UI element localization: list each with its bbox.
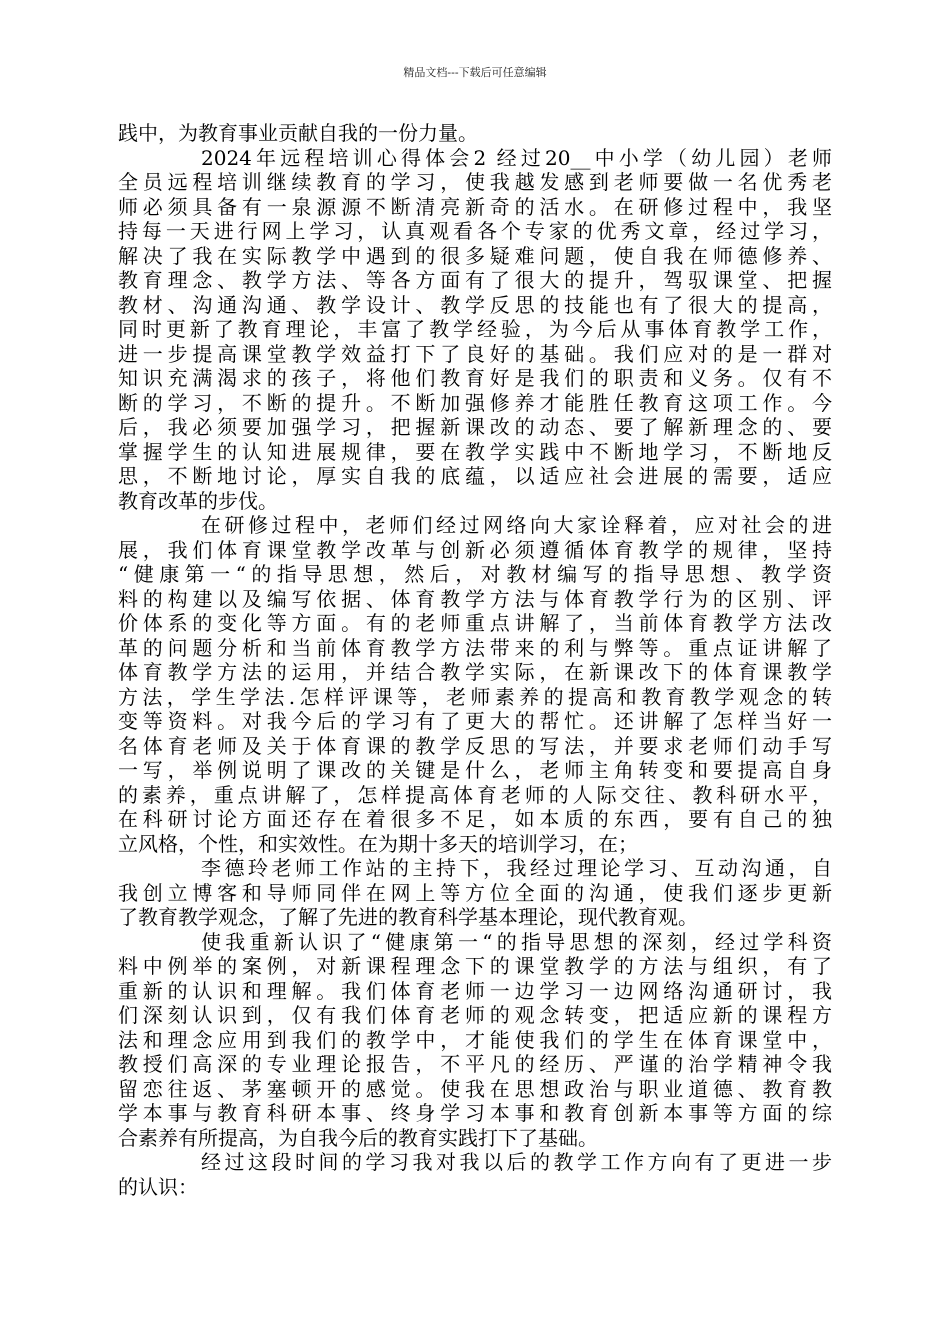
text-line: 料的构建以及编写依据、体育教学方法与体育教学行为的区别、评	[118, 586, 832, 611]
text-line: 了教育教学观念，了解了先进的教育科学基本理论，现代教育观。	[118, 905, 698, 929]
document-body	[118, 121, 832, 1199]
text-line: 的素养，重点讲解了，怎样提高体育老师的人际交往、教科研水平，	[118, 782, 832, 807]
paragraph	[118, 1150, 832, 1199]
text-line: 使我重新认识了“健康第一“的指导思想的深刻，经过学科资	[201, 929, 832, 954]
text-line: 留恋往返、茅塞顿开的感觉。使我在思想政治与职业道德、教育教	[118, 1076, 832, 1101]
paragraph	[118, 513, 832, 856]
text-line: 掌握学生的认知进展规律，要在教学实践中不断地学习，不断地反	[118, 439, 832, 464]
text-line: 教育改革的步伐。	[118, 488, 278, 513]
text-line: 价体系的变化等方面。有的老师重点讲解了，当前体育教学方法改	[118, 611, 832, 635]
text-line: 名体育老师及关于体育课的教学反思的写法，并要求老师们动手写	[118, 733, 832, 758]
text-line: 李德玲老师工作站的主持下，我经过理论学习、互动沟通，自	[201, 856, 832, 880]
text-line: 教材、沟通沟通、教学设计、教学反思的技能也有了很大的提高，	[118, 292, 832, 317]
text-line: 展，我们体育课堂教学改革与创新必须遵循体育教学的规律，坚持	[118, 537, 832, 562]
text-line: 后，我必须要加强学习，把握新课改的动态、要了解新理念的、要	[118, 415, 832, 439]
text-line: 变等资料。对我今后的学习有了更大的帮忙。还讲解了怎样当好一	[118, 709, 832, 733]
text-line: 2024年远程培训心得体会2 经过20__中小学（幼儿园）老师	[201, 145, 832, 170]
text-line: 合素养有所提高，为自我今后的教育实践打下了基础。	[118, 1125, 598, 1150]
text-line: 教授们高深的专业理论报告，不平凡的经历、严谨的治学精神令我	[118, 1052, 832, 1076]
text-line: 断的学习，不断的提升。不断加强修养才能胜任教育这项工作。今	[118, 390, 832, 415]
text-line: 一写，举例说明了课改的关键是什么，老师主角转变和要提高自身	[118, 758, 832, 782]
paragraph	[118, 930, 832, 1151]
text-line: 方法，学生学法.怎样评课等，老师素养的提高和教育教学观念的转	[118, 684, 832, 709]
page-header: 精品文档---下载后可任意编辑	[403, 66, 547, 79]
text-line: 全员远程培训继续教育的学习，使我越发感到老师要做一名优秀老	[118, 170, 832, 194]
paragraph	[118, 121, 832, 146]
text-line: 经过这段时间的学习我对我以后的教学工作方向有了更进一步	[201, 1150, 832, 1174]
text-line: 同时更新了教育理论，丰富了教学经验，为今后从事体育教学工作，	[118, 317, 832, 341]
text-line: 重新的认识和理解。我们体育老师一边学习一边网络沟通研讨，我	[118, 978, 832, 1003]
text-line: 在科研讨论方面还存在着很多不足，如本质的东西，要有自己的独	[118, 807, 832, 831]
text-line: 知识充满渴求的孩子，将他们教育好是我们的职责和义务。仅有不	[118, 366, 832, 390]
text-line: 体育教学方法的运用，并结合教学实际，在新课改下的体育课教学	[118, 660, 832, 684]
text-line: “健康第一“的指导思想，然后，对教材编写的指导思想、教学资	[118, 562, 832, 586]
text-line: 解决了我在实际教学中遇到的很多疑难问题，使自我在师德修养、	[118, 243, 832, 268]
text-line: 我创立博客和导师同伴在网上等方位全面的沟通，使我们逐步更新	[118, 880, 832, 905]
text-line: 学本事与教育科研本事、终身学习本事和教育创新本事等方面的综	[118, 1101, 832, 1125]
paragraph	[118, 146, 832, 514]
text-line: 师必须具备有一泉源源不断清亮新奇的活水。在研修过程中，我坚	[118, 194, 832, 219]
paragraph	[118, 856, 832, 930]
text-line: 料中例举的案例，对新课程理念下的课堂教学的方法与组织，有了	[118, 954, 832, 978]
text-line: 教育理念、教学方法、等各方面有了很大的提升，驾驭课堂、把握	[118, 268, 832, 292]
text-line: 法和理念应用到我们的教学中，才能使我们的学生在体育课堂中，	[118, 1027, 832, 1052]
text-line: 思，不断地讨论，厚实自我的底蕴，以适应社会进展的需要，适应	[118, 464, 832, 488]
text-line: 立风格，个性，和实效性。在为期十多天的培训学习，在；	[118, 831, 638, 856]
text-line: 们深刻认识到，仅有我们体育老师的观念转变，把适应新的课程方	[118, 1003, 832, 1027]
text-line: 进一步提高课堂教学效益打下了良好的基础。我们应对的是一群对	[118, 341, 832, 366]
text-line: 持每一天进行网上学习，认真观看各个专家的优秀文章，经过学习，	[118, 219, 832, 243]
text-line: 在研修过程中，老师们经过网络向大家诠释着，应对社会的进	[201, 513, 832, 537]
text-line: 践中，为教育事业贡献自我的一份力量。	[118, 121, 478, 145]
text-line: 革的问题分析和当前体育教学方法带来的利与弊等。重点证讲解了	[118, 635, 832, 660]
text-line: 的认识：	[118, 1174, 198, 1199]
